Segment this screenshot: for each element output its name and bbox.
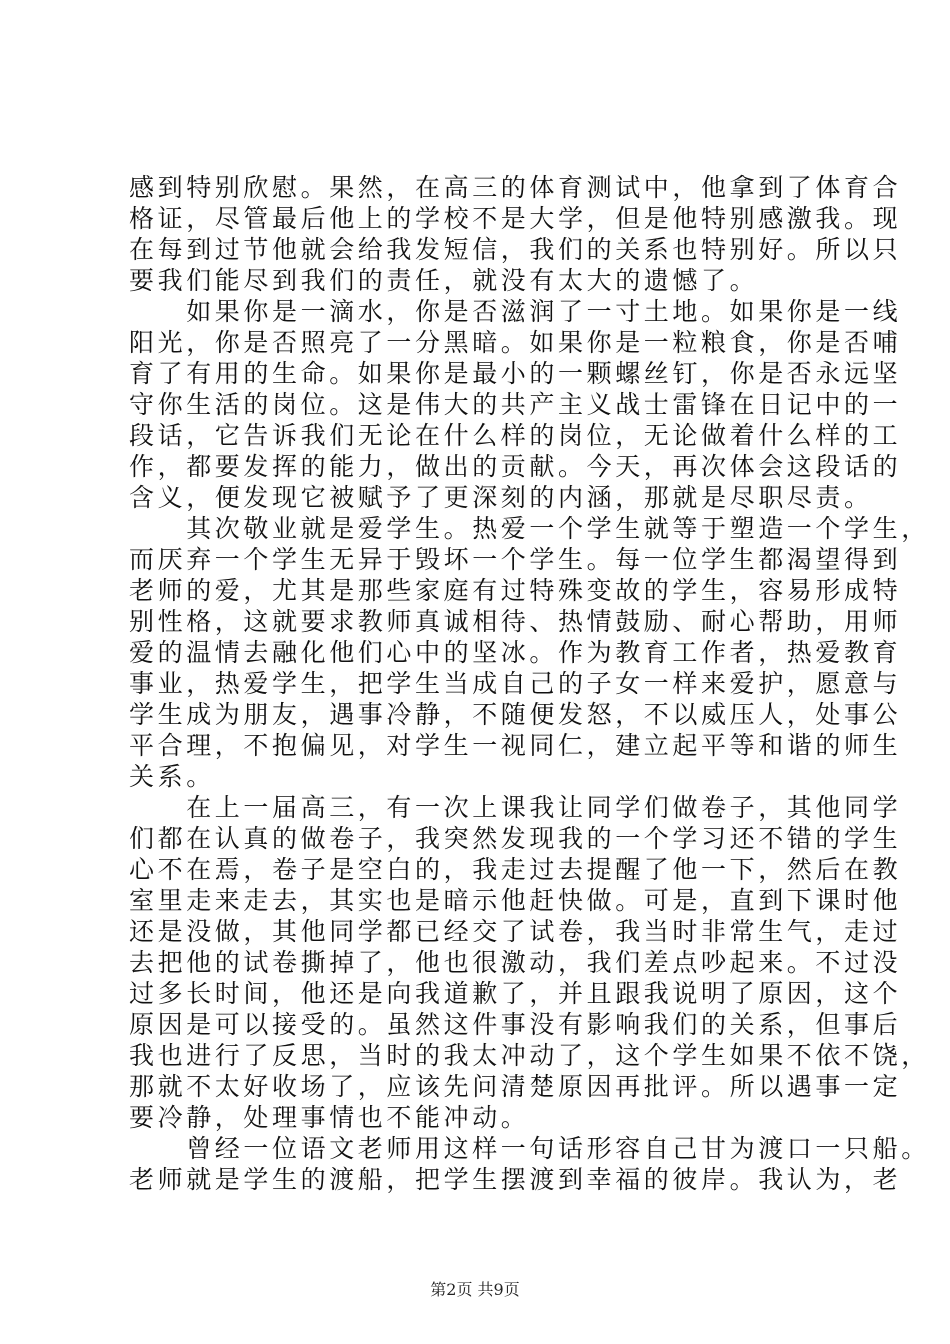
text-line: 们都在认真的做卷子，我突然发现我的一个学习还不错的学生 bbox=[129, 824, 902, 853]
text-line: 而厌弃一个学生无异于毁坏一个学生。每一位学生都渴望得到 bbox=[129, 545, 902, 574]
text-line: 那就不太好收场了，应该先问清楚原因再批评。所以遇事一定 bbox=[129, 1072, 902, 1101]
text-line: 我也进行了反思，当时的我太冲动了，这个学生如果不依不饶， bbox=[129, 1041, 930, 1070]
text-line: 作，都要发挥的能力，做出的贡献。今天，再次体会这段话的 bbox=[129, 452, 902, 481]
text-line: 心不在焉，卷子是空白的，我走过去提醒了他一下，然后在教 bbox=[129, 855, 902, 884]
text-line: 格证，尽管最后他上的学校不是大学，但是他特别感激我。现 bbox=[129, 204, 902, 233]
text-line: 含义，便发现它被赋予了更深刻的内涵，那就是尽职尽责。 bbox=[129, 483, 873, 512]
text-line: 感到特别欣慰。果然，在高三的体育测试中，他拿到了体育合 bbox=[129, 173, 902, 202]
text-line: 守你生活的岗位。这是伟大的共产主义战士雷锋在日记中的一 bbox=[129, 390, 902, 419]
text-line: 在上一届高三，有一次上课我让同学们做卷子，其他同学 bbox=[129, 793, 902, 822]
text-line: 其次敬业就是爱学生。热爱一个学生就等于塑造一个学生， bbox=[129, 514, 930, 543]
text-line: 要我们能尽到我们的责任，就没有太大的遗憾了。 bbox=[129, 266, 759, 295]
text-line: 学生成为朋友，遇事冷静，不随便发怒，不以威压人，处事公 bbox=[129, 700, 902, 729]
text-line: 在每到过节他就会给我发短信，我们的关系也特别好。所以只 bbox=[129, 235, 902, 264]
text-line: 阳光，你是否照亮了一分黑暗。如果你是一粒粮食，你是否哺 bbox=[129, 328, 902, 357]
text-line: 室里走来走去，其实也是暗示他赶快做。可是，直到下课时他 bbox=[129, 886, 902, 915]
text-line: 原因是可以接受的。虽然这件事没有影响我们的关系，但事后 bbox=[129, 1010, 902, 1039]
text-line: 爱的温情去融化他们心中的坚冰。作为教育工作者，热爱教育 bbox=[129, 638, 902, 667]
text-line: 关系。 bbox=[129, 762, 215, 791]
text-line: 如果你是一滴水，你是否滋润了一寸土地。如果你是一线 bbox=[129, 297, 902, 326]
text-line: 段话，它告诉我们无论在什么样的岗位，无论做着什么样的工 bbox=[129, 421, 902, 450]
page-footer: 第2页 共9页 bbox=[430, 1280, 520, 1299]
text-line: 平合理，不抱偏见，对学生一视同仁，建立起平等和谐的师生 bbox=[129, 731, 902, 760]
text-line: 老师的爱，尤其是那些家庭有过特殊变故的学生，容易形成特 bbox=[129, 576, 902, 605]
text-line: 育了有用的生命。如果你是最小的一颗螺丝钉，你是否永远坚 bbox=[129, 359, 902, 388]
text-line: 过多长时间，他还是向我道歉了，并且跟我说明了原因，这个 bbox=[129, 979, 902, 1008]
text-line: 还是没做，其他同学都已经交了试卷，我当时非常生气，走过 bbox=[129, 917, 902, 946]
text-line: 去把他的试卷撕掉了，他也很激动，我们差点吵起来。不过没 bbox=[129, 948, 902, 977]
text-line: 事业，热爱学生，把学生当成自己的子女一样来爱护，愿意与 bbox=[129, 669, 902, 698]
text-line: 曾经一位语文老师用这样一句话形容自己甘为渡口一只船。 bbox=[129, 1134, 930, 1163]
text-line: 老师就是学生的渡船，把学生摆渡到幸福的彼岸。我认为，老 bbox=[129, 1165, 902, 1194]
body-text bbox=[129, 172, 930, 1195]
text-line: 别性格，这就要求教师真诚相待、热情鼓励、耐心帮助，用师 bbox=[129, 607, 902, 636]
text-line: 要冷静，处理事情也不能冲动。 bbox=[129, 1103, 530, 1132]
